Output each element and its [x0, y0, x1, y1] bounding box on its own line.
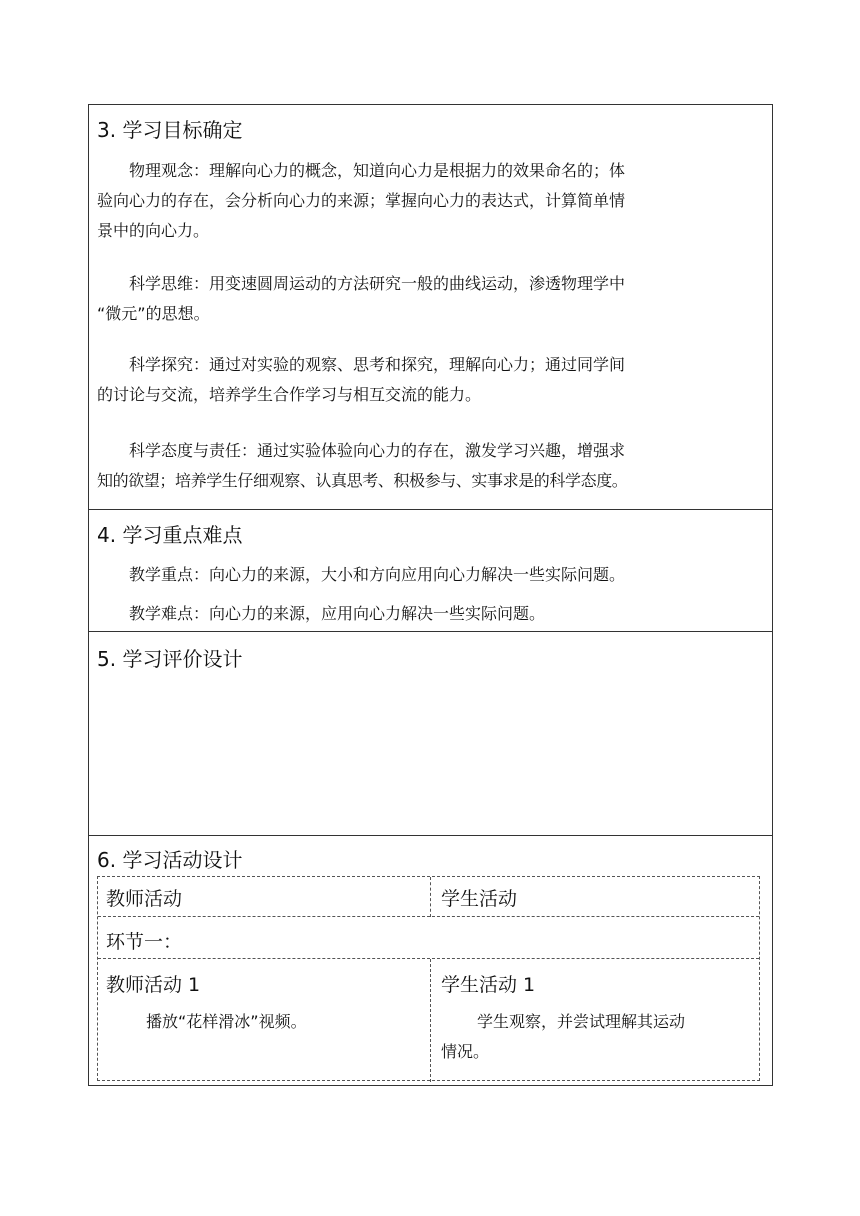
activity-table [97, 876, 760, 1081]
section-key-points [88, 509, 773, 632]
column-divider [430, 959, 431, 1082]
paragraph-scientific-inquiry: 科学探究：通过对实验的观察、思考和探究，理解向心力；通过同学间 的讨论与交流，培养学生合作学习与相互交流的能力。 [97, 355, 626, 404]
header-teacher-activity: 教师活动 [106, 888, 183, 910]
paragraph-attitude-responsibility: 科学态度与责任：通过实验体验向心力的存在，激发学习兴趣，增强求 知的欲望；培养学生仔细观察、认真思考、积极参与、实事求是的科学态度。 [97, 441, 628, 490]
student-activity-text: 学生观察，并尝试理解其运动 情况。 [441, 1012, 686, 1061]
section-evaluation-design [88, 631, 773, 836]
teacher-activity-title: 教师活动 1 [106, 974, 201, 996]
section-heading: 6. 学习活动设计 [97, 848, 243, 872]
table-stage-row [98, 917, 759, 959]
table-row [98, 959, 759, 1082]
section-learning-objectives [88, 104, 773, 510]
paragraph-physics-concept: 物理观念：理解向心力的概念，知道向心力是根据力的效果命名的；体 验向心力的存在，会分析向心力的来源；掌握向心力的表达式，计算简单情 景中的向心力。 [97, 161, 626, 240]
table-header-row [98, 877, 759, 917]
section-heading: 4. 学习重点难点 [97, 523, 243, 547]
paragraph-difficulty: 教学难点：向心力的来源，应用向心力解决一些实际问题。 [129, 604, 546, 623]
stage-label: 环节一： [106, 931, 183, 953]
header-student-activity: 学生活动 [441, 888, 518, 910]
column-divider [430, 877, 431, 917]
section-heading: 5. 学习评价设计 [97, 647, 243, 671]
section-heading: 3. 学习目标确定 [97, 118, 243, 142]
paragraph-scientific-thinking: 科学思维：用变速圆周运动的方法研究一般的曲线运动，渗透物理学中 “微元”的思想。 [97, 274, 626, 323]
paragraph-key-point: 教学重点：向心力的来源，大小和方向应用向心力解决一些实际问题。 [129, 565, 626, 584]
teacher-activity-text: 播放“花样滑冰”视频。 [146, 1012, 307, 1031]
student-activity-title: 学生活动 1 [441, 974, 536, 996]
section-activity-design [88, 835, 773, 1086]
